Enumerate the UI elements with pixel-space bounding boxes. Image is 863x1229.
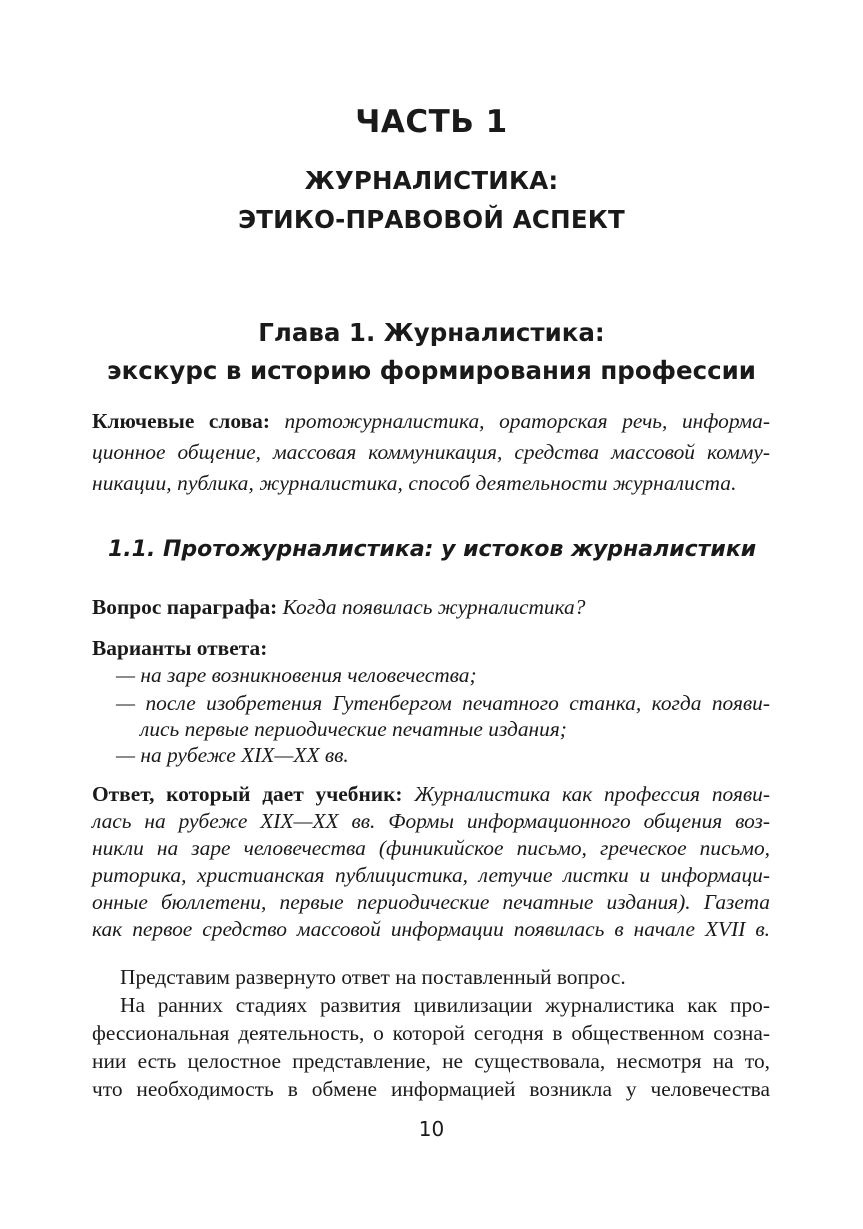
answer-text-3: никли на заре человечества (финикийское письмо, греческое письмо, (92, 836, 770, 860)
variant-item-1: — на заре возникновения человечества; (116, 663, 477, 687)
body-paragraph-2-line2: фессиональная деятельность, о которой сегодня в общественном созна- (92, 1021, 770, 1045)
question-line (92, 592, 770, 622)
keywords-text-2: ционное общение, массовая коммуникация, средства массовой комму- (92, 440, 770, 464)
part-subtitle-line2: ЭТИКО-ПРАВОВОЙ АСПЕКТ (238, 205, 625, 234)
part-subtitle-line1: ЖУРНАЛИСТИКА: (304, 166, 559, 195)
question-label: Вопрос параграфа: (92, 595, 278, 619)
variants-label: Варианты ответа: (92, 636, 268, 660)
answer-text-6: как первое средство массовой информации появилась в начале XVII в. (92, 917, 770, 941)
answer-text-1: Журналистика как профессия появи- (414, 782, 771, 806)
body-paragraph-2-line4: что необходимость в обмене информацией возникла у человечества (92, 1077, 770, 1101)
answer-text-4: риторика, христианская публицистика, летучие листки и информаци- (92, 863, 770, 887)
keywords-line (92, 406, 770, 436)
answer-text-5: онные бюллетени, первые периодические печатные издания). Газета (92, 890, 770, 914)
part-title: ЧАСТЬ 1 (355, 104, 508, 140)
keywords-label: Ключевые слова: (92, 409, 270, 433)
variant-item-2-line2: лись первые периодические печатные издания; (140, 717, 567, 741)
answer-line-1 (92, 779, 770, 809)
body-paragraph-2-line3: нии есть целостное представление, не существовала, несмотря на то, (92, 1049, 770, 1073)
answer-text-2: лась на рубеже XIX—XX вв. Формы информационного общения воз- (92, 809, 770, 833)
variant-item-3: — на рубеже XIX—XX вв. (116, 743, 349, 767)
question-text: Когда появилась журналистика? (282, 595, 586, 619)
chapter-title-line1: Глава 1. Журналистика: (258, 318, 605, 347)
section-title: 1.1. Протожурналистика: у истоков журналистики (108, 537, 757, 562)
answer-label: Ответ, который дает учебник: (92, 782, 403, 806)
variant-item-2-line1: — после изобретения Гутенбергом печатного станка, когда появи- (116, 691, 770, 715)
page-number: 10 (418, 1117, 445, 1141)
chapter-title-line2: экскурс в историю формирования профессии (107, 356, 756, 385)
body-paragraph-1: Представим развернуто ответ на поставленный вопрос. (120, 965, 626, 989)
keywords-text-1: протожурналистика, ораторская речь, информа- (284, 409, 770, 433)
keywords-text-3: никации, публика, журналистика, способ деятельности журналиста. (92, 471, 737, 495)
body-paragraph-2-line1: На ранних стадиях развития цивилизации журналистика как про- (120, 993, 770, 1017)
